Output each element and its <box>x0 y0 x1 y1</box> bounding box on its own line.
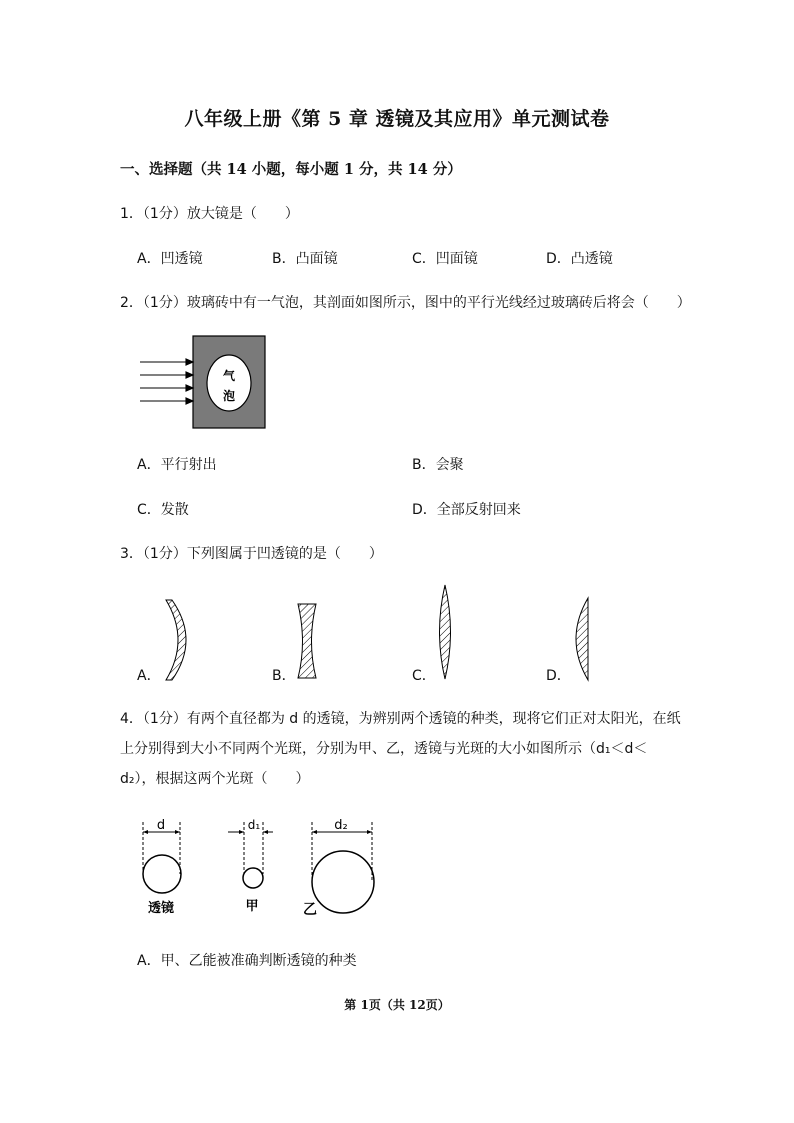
question-3-stem: 3．（1分）下列图属于凹透镜的是（ ） <box>120 546 383 562</box>
parallel-light-rays <box>140 359 193 404</box>
question-2-option-d: D．全部反射回来 <box>412 502 521 518</box>
spot-jia-caption: 甲 <box>245 899 259 914</box>
spot-yi-diagram <box>303 818 374 918</box>
spot-yi-caption: 乙 <box>303 902 317 918</box>
bubble-label-1: 气 <box>222 369 236 383</box>
question-2-stem: 2．（1分）玻璃砖中有一气泡，其剖面如图所示，图中的平行光线经过玻璃砖后将会（ ） <box>120 295 691 311</box>
page-footer: 第 1页（共 12页） <box>344 998 450 1012</box>
section-heading: 一、选择题（共 14 小题，每小题 1 分，共 14 分） <box>120 161 462 178</box>
question-3-option-d: D． <box>546 668 571 684</box>
question-3-option-b: B． <box>272 668 296 684</box>
lens-a-meniscus <box>160 598 194 684</box>
question-4-option-a: A．甲、乙能被准确判断透镜的种类 <box>137 953 357 969</box>
question-2-option-c: C．发散 <box>137 502 189 518</box>
lens-diagram <box>143 818 181 916</box>
question-2-option-a: A．平行射出 <box>137 457 217 473</box>
lens-diameter-label: d <box>156 818 166 833</box>
question-4-stem-line-3: d₂），根据这两个光斑（ ） <box>120 771 310 787</box>
question-3-option-c: C． <box>412 668 436 684</box>
question-1-option-a: A．凹透镜 <box>137 251 203 267</box>
spot-jia-diameter-label: d₁ <box>247 818 261 832</box>
question-3-option-a: A． <box>137 668 161 684</box>
question-4-stem-line-1: 4．（1分）有两个直径都为 d 的透镜，为辨别两个透镜的种类，现将它们正对太阳光，在纸 <box>120 711 681 727</box>
question-2-option-b: B．会聚 <box>412 457 464 473</box>
lens-d-plano-convex <box>570 596 592 682</box>
question-1-option-b: B．凸面镜 <box>272 251 338 267</box>
bubble-label-2: 泡 <box>222 389 236 403</box>
spot-yi-diameter-label: d₂ <box>334 818 348 833</box>
light-spot-figure <box>136 812 386 922</box>
lens-caption: 透镜 <box>147 901 175 916</box>
question-4-stem-line-2: 上分别得到大小不同两个光斑，分别为甲、乙，透镜与光斑的大小如图所示（d₁＜d＜ <box>120 741 648 757</box>
lens-b-concave <box>296 602 320 680</box>
question-1-option-d: D．凸透镜 <box>546 251 613 267</box>
glass-brick-figure <box>138 334 270 432</box>
lens-c-convex <box>436 583 454 681</box>
spot-jia-diagram <box>228 818 273 914</box>
page-title: 八年级上册《第 5 章 透镜及其应用》单元测试卷 <box>184 108 610 130</box>
question-1-stem: 1．（1分）放大镜是（ ） <box>120 206 299 222</box>
question-1-option-c: C．凹面镜 <box>412 251 478 267</box>
